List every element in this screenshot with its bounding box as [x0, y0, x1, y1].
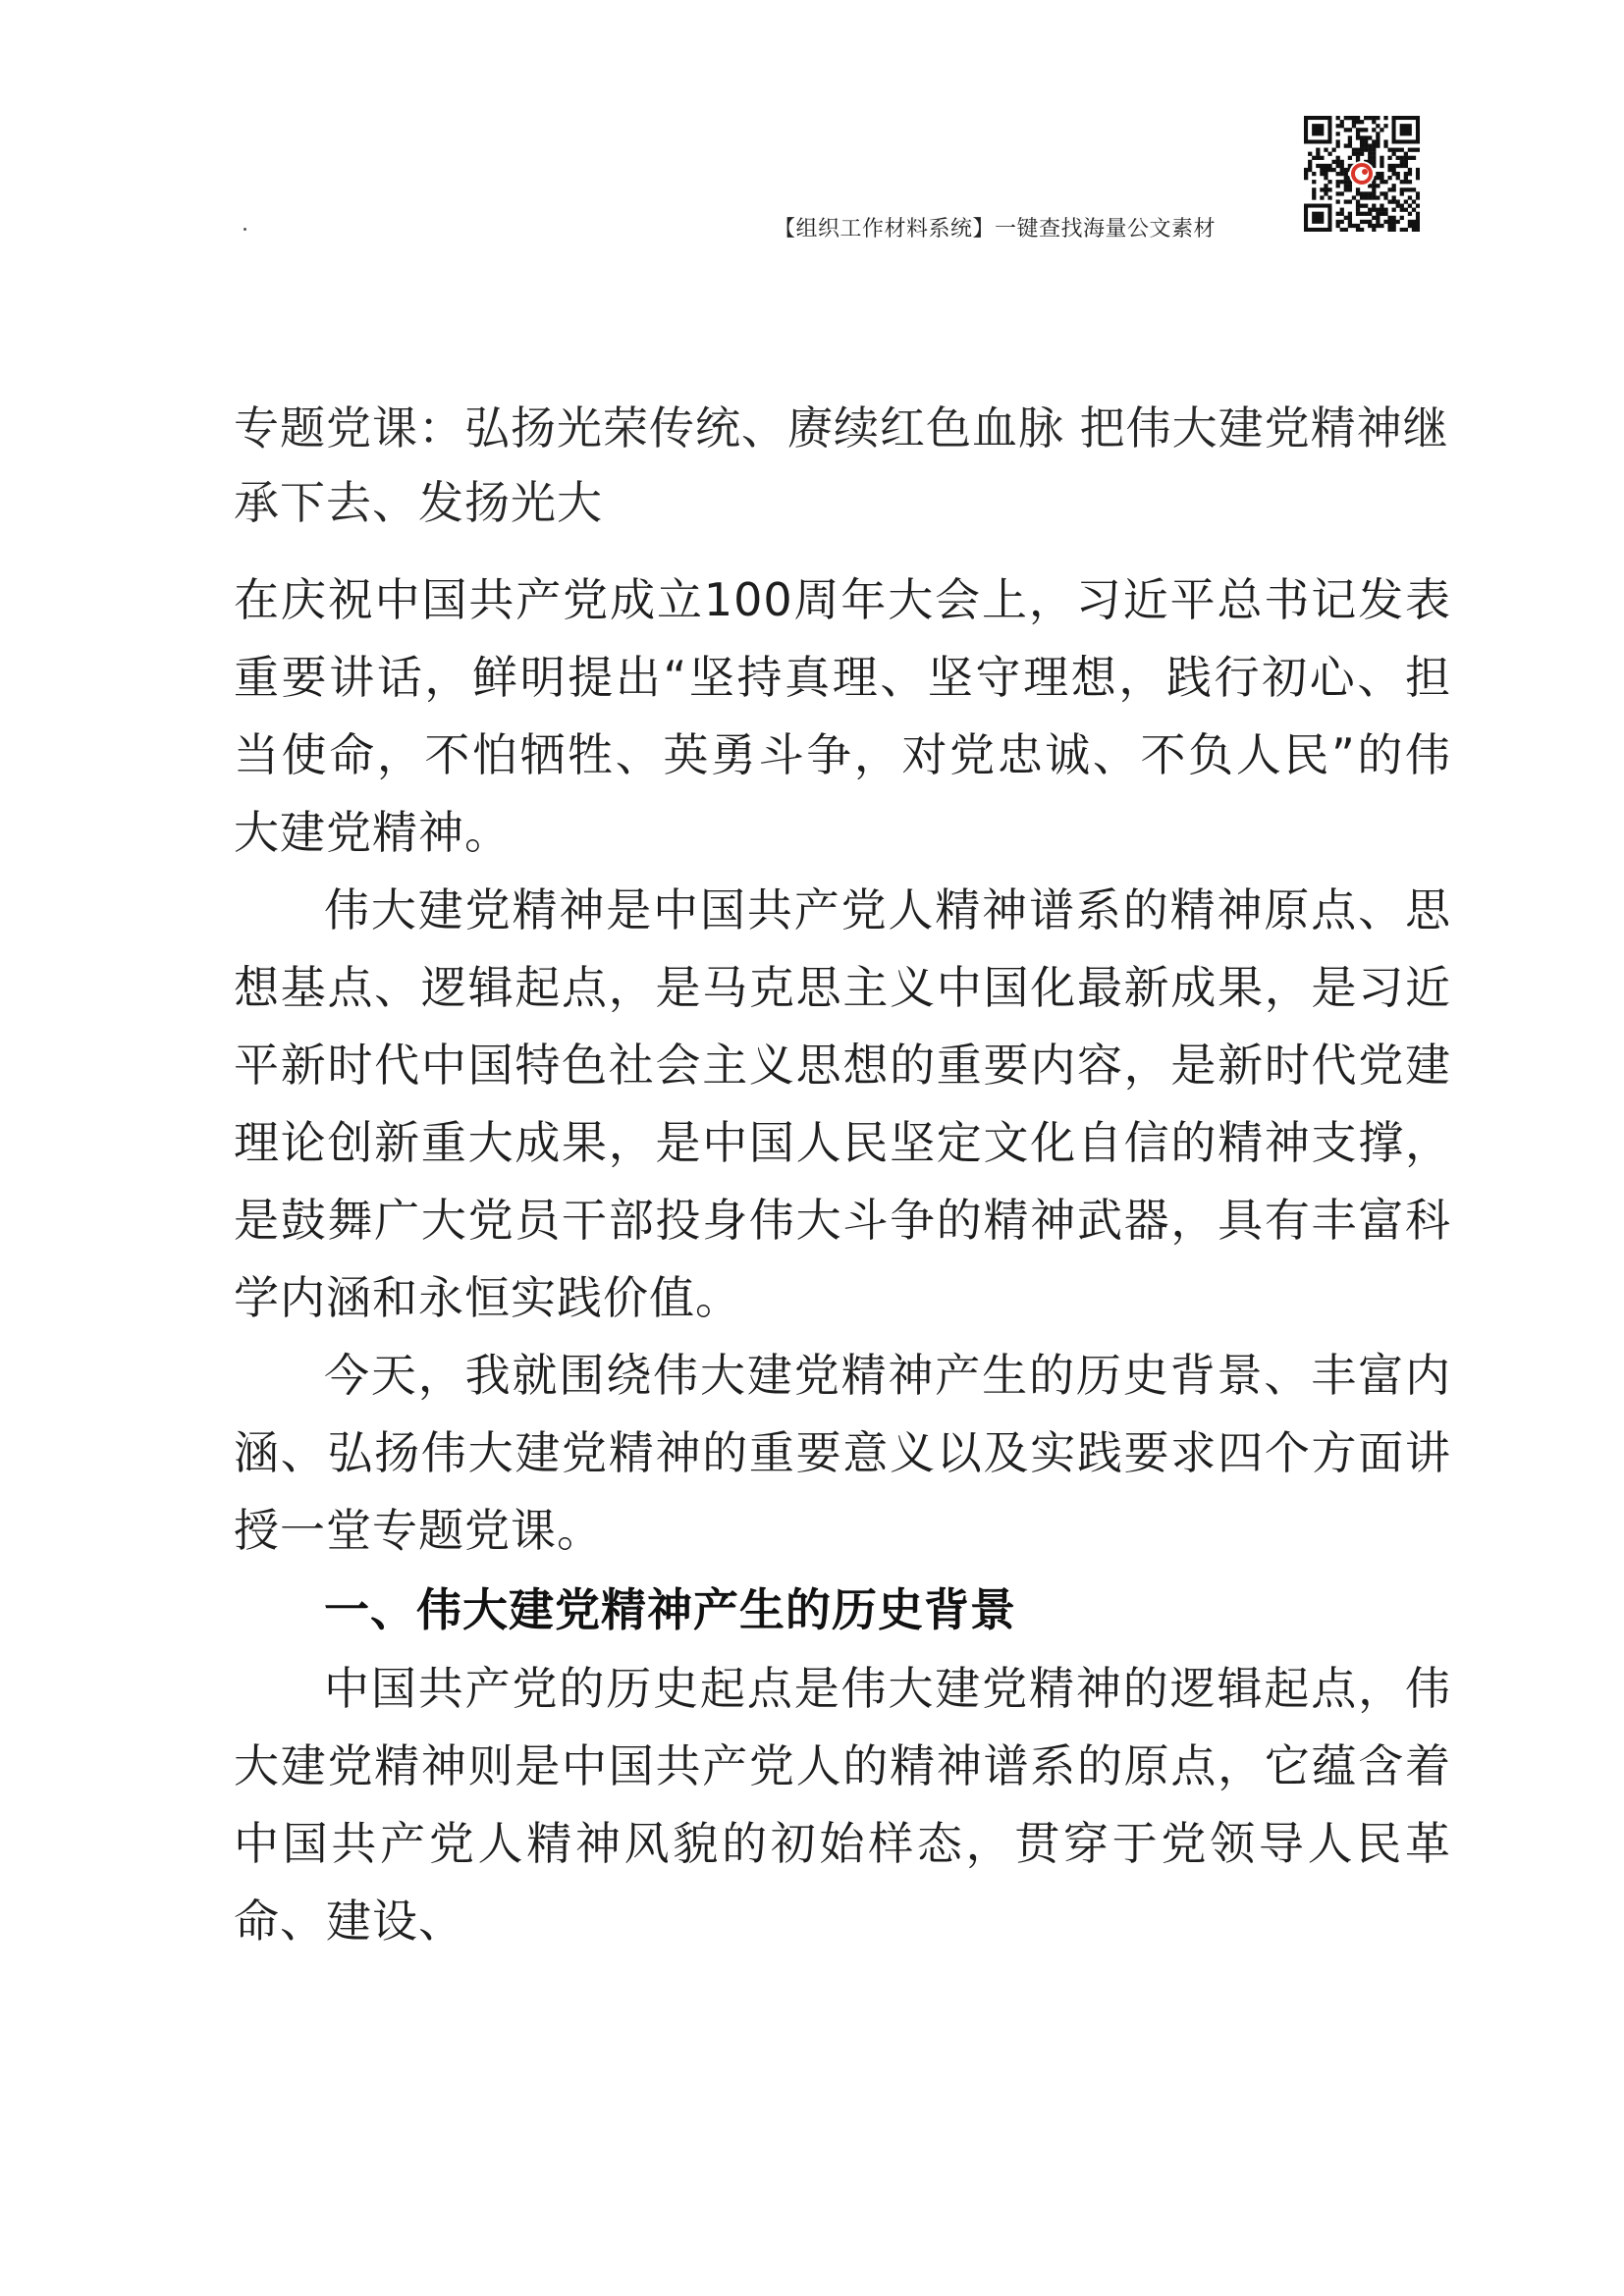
document-body [234, 391, 1451, 1960]
document-title: 专题党课：弘扬光荣传统、赓续红色血脉 把伟大建党精神继承下去、发扬光大 [234, 401, 1449, 529]
header-tagline: 【组织工作材料系统】一键查找海量公文素材 [774, 217, 1217, 241]
paragraph-outline: 今天，我就围绕伟大建党精神产生的历史背景、丰富内涵、弘扬伟大建党精神的重要意义以及实践要求四个方面讲授一堂专题党课。 [234, 1349, 1451, 1557]
header-dot [244, 228, 246, 231]
paragraph-intro: 在庆祝中国共产党成立100周年大会上，习近平总书记发表重要讲话，鲜明提出“坚持真理、坚守理想，践行初心、担当使命，不怕牺牲、英勇斗争，对党忠诚、不负人民”的伟大建党精神。 [234, 573, 1451, 859]
section-heading: 一、伟大建党精神产生的历史背景 [324, 1583, 1016, 1636]
paragraph-definition: 伟大建党精神是中国共产党人精神谱系的精神原点、思想基点、逻辑起点，是马克思主义中国化最新成果，是习近平新时代中国特色社会主义思想的重要内容，是新时代党建理论创新重大成果，是中国人民坚定文化自信的精神支撑，是鼓舞广大党员干部投身伟大斗争的精神武器，具有丰富科学内涵和永恒实践价值。 [234, 883, 1451, 1324]
qr-code-icon [1304, 116, 1420, 232]
paragraph-section-one: 中国共产党的历史起点是伟大建党精神的逻辑起点，伟大建党精神则是中国共产党人的精神谱系的原点，它蕴含着中国共产党人精神风貌的初始样态，贯穿于党领导人民革命、建设、 [234, 1662, 1451, 1948]
